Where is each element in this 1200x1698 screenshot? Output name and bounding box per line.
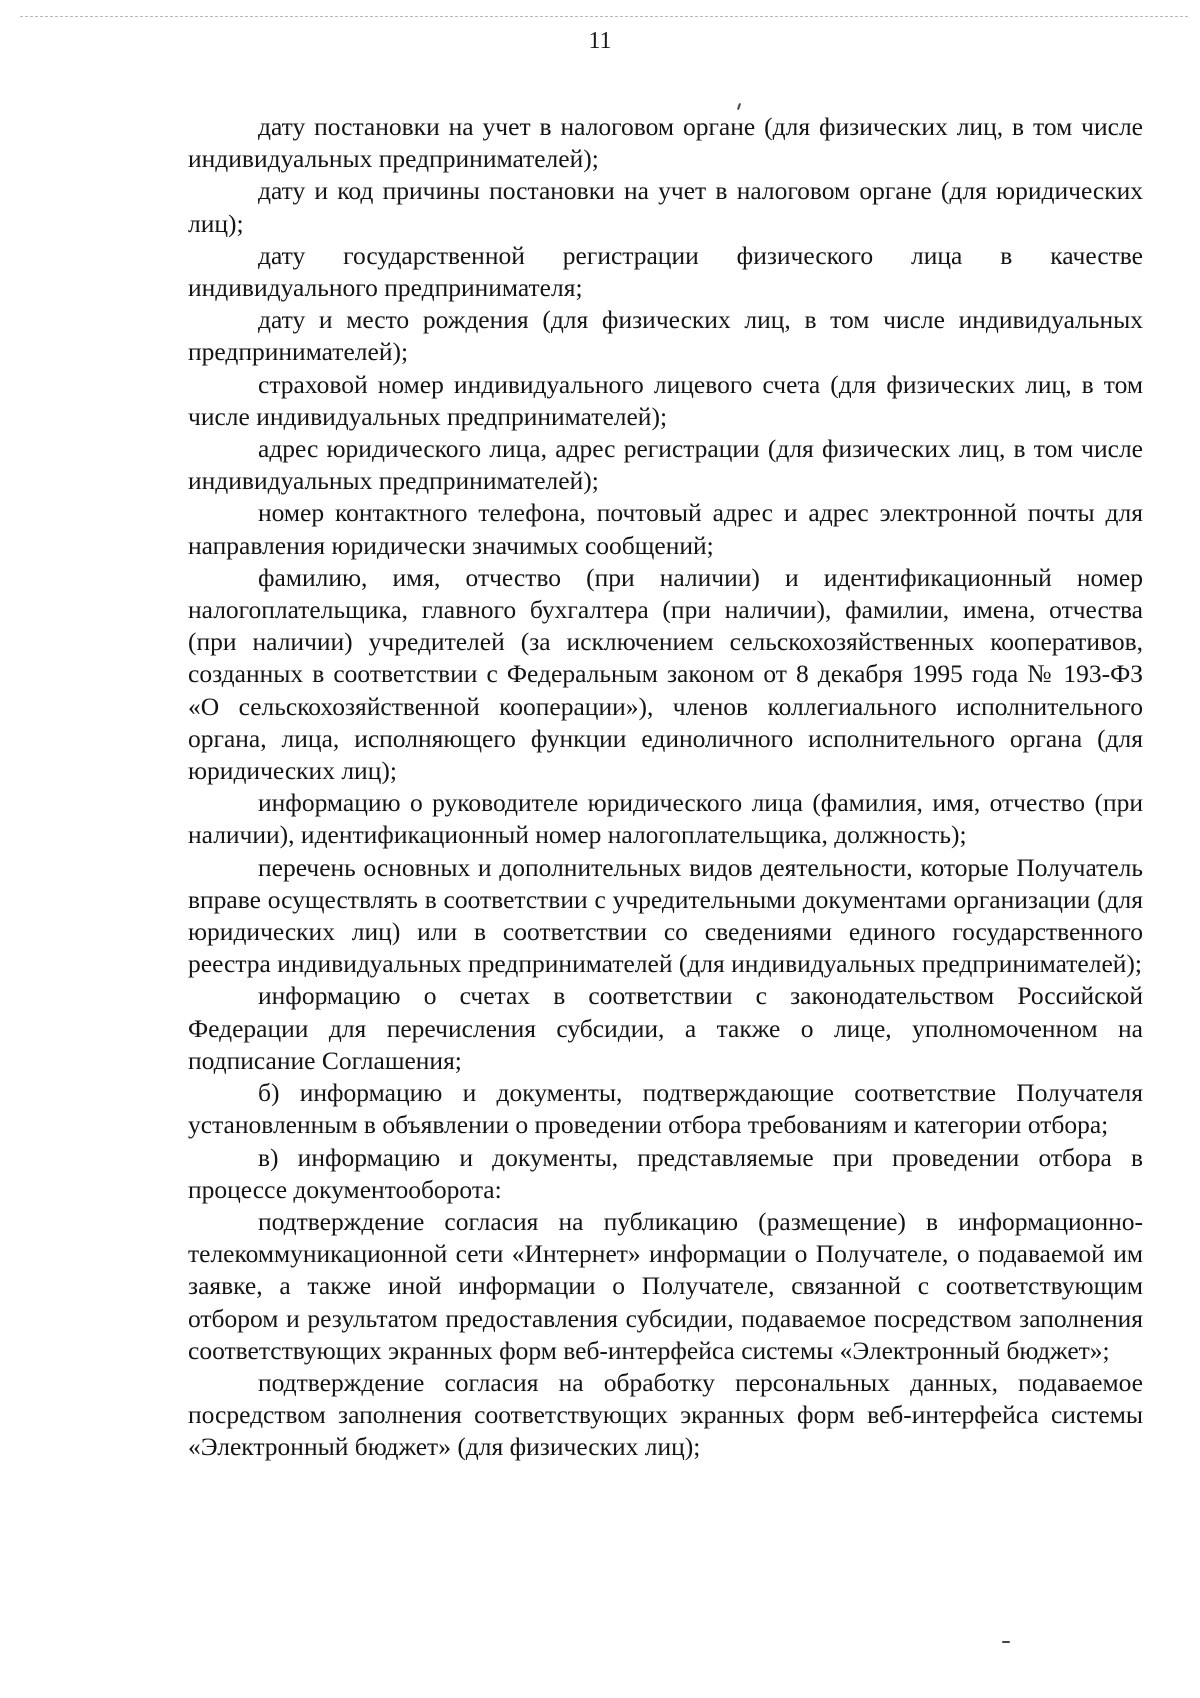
paragraph-head-info: информацию о руководителе юридического лица (фамилия, имя, отчество (при наличии), идентификационный номер налогоплательщика, должность); [188, 788, 1143, 850]
page-number: 11 [588, 28, 612, 54]
paragraph-state-registration-date: дату государственной регистрации физического лица в качестве индивидуального предпринимателя; [188, 240, 1143, 303]
paragraph-accounts: информацию о счетах в соответствии с законодательством Российской Федерации для перечисления субсидии, а также о лице, уполномоченном на подписание Соглашения; [188, 981, 1143, 1075]
paragraph-tax-registration-date: дату постановки на учет в налоговом органе (для физических лиц, в том числе индивидуальных предпринимателей); [188, 112, 1143, 174]
paragraph-activities: перечень основных и дополнительных видов деятельности, которые Получатель вправе осуществлять в соответствии с учредительными документами организации (для юридических лиц) или в соответствии со сведениями единого государственного реестра индивидуальных предпринимателей (для индивидуальных предпринимателей); [188, 852, 1143, 979]
paragraph-insurance-number: страховой номер индивидуального лицевого счета (для физических лиц, в том числе индивидуальных предпринимателей); [188, 369, 1143, 431]
scan-edge-line [20, 16, 1188, 17]
document-body [188, 111, 1143, 1464]
paragraph-address: адрес юридического лица, адрес регистрации (для физических лиц, в том числе индивидуальных предпринимателей); [188, 434, 1143, 496]
paragraph-birth-date-place: дату и место рождения (для физических лиц, в том числе индивидуальных предпринимателей); [188, 305, 1143, 367]
paragraph-registration-reason-code: дату и код причины постановки на учет в налоговом органе (для юридических лиц); [188, 176, 1143, 238]
paragraph-names-founders: фамилию, имя, отчество (при наличии) и идентификационный номер налогоплательщика, главного бухгалтера (при наличии), фамилии, имена, отчества (при наличии) учредителей (за исключением сельскохозяйственных кооперативов, созданных в соответствии с Федеральным законом от 8 декабря 1995 года № 193-ФЗ «О сельскохозяйственной кооперации»), членов коллегиального исполнительного органа, лица, исполняющего функции единоличного исполнительного органа (для юридических лиц); [188, 562, 1143, 786]
scan-speck [737, 103, 741, 110]
paragraph-item-b: б) информацию и документы, подтверждающие соответствие Получателя установленным в объявлении о проведении отбора требованиям и категории отбора; [188, 1078, 1143, 1140]
paragraph-contacts: номер контактного телефона, почтовый адрес и адрес электронной почты для направления юридически значимых сообщений; [188, 498, 1143, 560]
paragraph-personal-data-consent: подтверждение согласия на обработку персональных данных, подаваемое посредством заполнения соответствующих экранных форм веб-интерфейса системы «Электронный бюджет» (для физических лиц); [188, 1367, 1143, 1462]
scan-speck [1002, 1641, 1010, 1643]
paragraph-item-v: в) информацию и документы, представляемые при проведении отбора в процессе документооборота: [188, 1142, 1143, 1204]
paragraph-publication-consent: подтверждение согласия на публикацию (размещение) в информационно-телекоммуникационной сети «Интернет» информации о Получателе, о подаваемой им заявке, а также иной информации о Получателе, связанной с соответствующим отбором и результатом предоставления субсидии, подаваемое посредством заполнения соответствующих экранных форм веб-интерфейса системы «Электронный бюджет»; [188, 1206, 1143, 1365]
